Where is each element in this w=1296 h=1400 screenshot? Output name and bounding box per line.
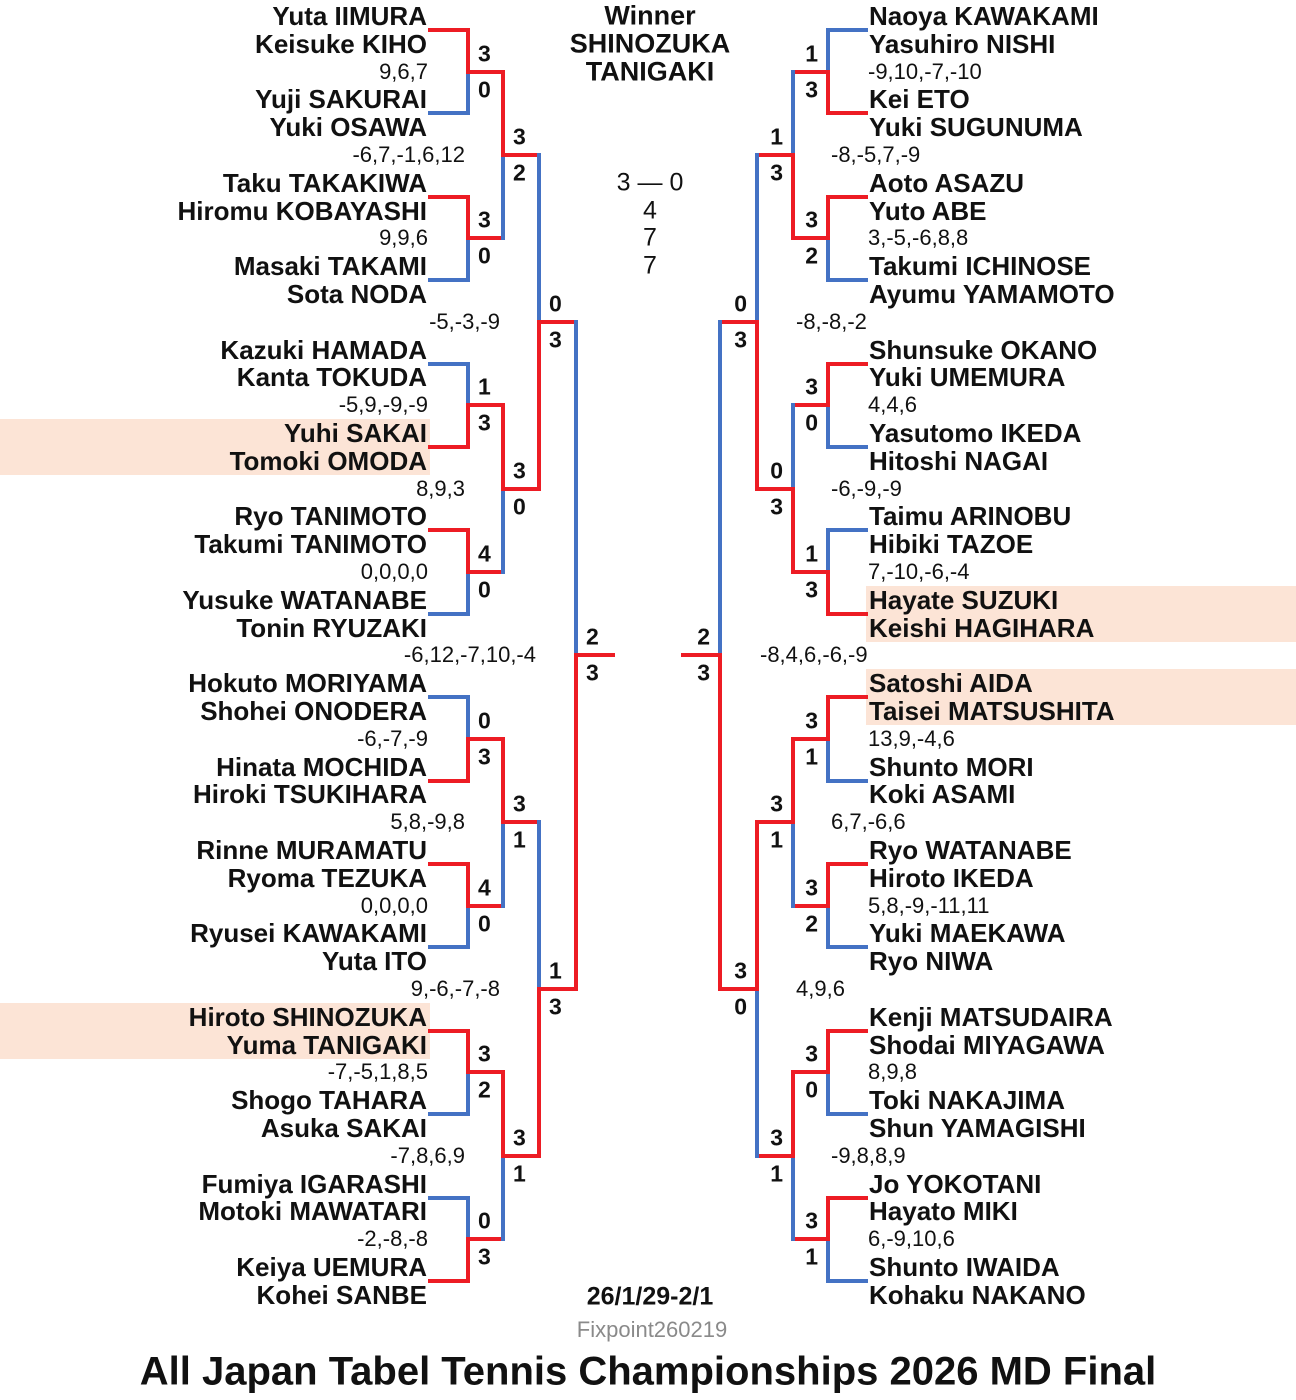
team-name: Tomoki OMODA xyxy=(229,445,427,476)
team-name: Yuki SUGUNUMA xyxy=(869,112,1083,143)
team-name: Tonin RYUZAKI xyxy=(236,612,427,643)
match-score: -6,12,-7,10,-4 xyxy=(403,642,536,668)
team-name: Sota NODA xyxy=(286,279,427,309)
bracket-line xyxy=(791,1154,795,1241)
set-count: 3 xyxy=(478,206,491,233)
bracket-line xyxy=(826,1196,868,1200)
team-name: Ayumu YAMAMOTO xyxy=(869,279,1115,309)
team-name: Yasuhiro NISHI xyxy=(869,28,1056,59)
team-name: Asuka SAKAI xyxy=(260,1113,427,1143)
team-name: Kazuki HAMADA xyxy=(220,334,427,365)
bracket-line xyxy=(791,153,795,240)
set-count: 0 xyxy=(478,707,491,734)
final-game-2: 7 xyxy=(643,223,657,252)
bracket-line xyxy=(428,28,470,32)
bracket-line xyxy=(501,70,505,157)
bracket-line xyxy=(501,820,541,824)
set-count: 2 xyxy=(478,1076,491,1103)
bracket-line xyxy=(826,28,868,32)
bracket-line xyxy=(466,403,470,449)
team-name: Ryoma TEZUKA xyxy=(227,862,427,893)
bracket-line xyxy=(791,737,830,741)
bracket-line xyxy=(826,70,830,116)
bracket-line xyxy=(826,195,868,199)
bracket-line xyxy=(718,320,722,658)
bracket-line xyxy=(466,570,470,616)
bracket-line xyxy=(428,1029,470,1033)
bracket-line xyxy=(574,320,578,658)
match-score: -9,8,8,9 xyxy=(831,1142,906,1168)
set-count: 3 xyxy=(513,457,526,484)
bracket-line xyxy=(466,403,505,407)
team-name: Yuki UMEMURA xyxy=(869,362,1066,393)
winner-label: Winner xyxy=(604,0,696,31)
bracket-line xyxy=(466,1196,470,1242)
bracket-line xyxy=(428,528,470,532)
match-score: -8,-8,-2 xyxy=(796,308,867,334)
credit-watermark: Fixpoint260219 xyxy=(576,1317,728,1342)
set-count: 2 xyxy=(697,623,710,650)
set-count: 1 xyxy=(805,743,818,770)
team-name: Kohei SANBE xyxy=(256,1279,427,1310)
team-name: Ryo TANIMOTO xyxy=(234,501,427,532)
team-name: Hinata MOCHIDA xyxy=(216,751,427,782)
bracket-line xyxy=(826,1112,868,1116)
set-count: 3 xyxy=(513,1124,526,1151)
bracket-line xyxy=(826,362,868,366)
bracket-line xyxy=(718,987,759,991)
bracket-line xyxy=(826,236,830,282)
bracket-line xyxy=(501,737,505,824)
team-name: Taku TAKAKIWA xyxy=(222,167,427,198)
page-title: All Japan Tabel Tennis Championships 2026 MD Final xyxy=(139,1349,1157,1394)
set-count: 3 xyxy=(770,790,783,817)
set-count: 1 xyxy=(805,1243,818,1270)
bracket-line xyxy=(681,653,722,657)
final-game-3: 7 xyxy=(643,251,657,280)
bracket-line xyxy=(428,779,470,783)
bracket-line xyxy=(501,153,505,240)
bracket-line xyxy=(466,695,470,741)
set-count: 3 xyxy=(805,1207,818,1234)
bracket-line xyxy=(466,737,470,783)
match-score: -9,10,-7,-10 xyxy=(868,58,982,84)
bracket-line xyxy=(826,1029,868,1033)
set-count: 1 xyxy=(770,123,783,150)
set-count: 0 xyxy=(805,409,818,436)
bracket-line xyxy=(826,1279,868,1283)
team-name: Hayato MIKI xyxy=(869,1196,1018,1227)
team-name: Yuki MAEKAWA xyxy=(869,918,1066,949)
set-count: 3 xyxy=(805,874,818,901)
bracket-line xyxy=(428,445,470,449)
team-name: Kanta TOKUDA xyxy=(236,362,427,393)
team-name: Satoshi AIDA xyxy=(869,668,1033,699)
bracket-line xyxy=(428,195,470,199)
set-count: 3 xyxy=(478,1243,491,1270)
set-count: 0 xyxy=(805,1076,818,1103)
match-score: 6,7,-6,6 xyxy=(831,809,906,835)
bracket-line xyxy=(466,737,505,741)
set-count: 0 xyxy=(513,493,526,520)
team-name: Fumiya IGARASHI xyxy=(201,1168,427,1199)
team-name: Hiroto SHINOZUKA xyxy=(188,1001,427,1032)
team-name: Hokuto MORIYAMA xyxy=(188,668,427,699)
match-score: 0,0,0,0 xyxy=(360,559,428,584)
bracket-line xyxy=(466,1237,470,1283)
bracket-line xyxy=(501,487,541,491)
bracket-line xyxy=(826,28,830,74)
bracket-line xyxy=(501,1154,505,1241)
bracket-line xyxy=(826,111,868,115)
team-name: Yuta ITO xyxy=(322,946,427,977)
match-score: 7,-10,-6,-4 xyxy=(868,559,970,584)
set-count: 0 xyxy=(770,457,783,484)
set-count: 1 xyxy=(513,826,526,853)
bracket-line xyxy=(501,1154,541,1158)
team-name: Yuki OSAWA xyxy=(269,112,427,143)
team-name: Keiya UEMURA xyxy=(236,1252,427,1282)
team-name: Shun YAMAGISHI xyxy=(869,1113,1086,1143)
set-count: 3 xyxy=(513,123,526,150)
set-count: 3 xyxy=(805,576,818,603)
bracket-line xyxy=(466,1029,470,1075)
bracket-line xyxy=(428,1196,470,1200)
set-count: 3 xyxy=(734,326,747,353)
set-count: 1 xyxy=(805,40,818,67)
winner-team-name-2: TANIGAKI xyxy=(585,56,715,87)
team-name: Koki ASAMI xyxy=(869,779,1016,810)
bracket-line xyxy=(466,70,505,74)
set-count: 4 xyxy=(478,540,491,567)
bracket-line xyxy=(428,111,470,115)
bracket-line xyxy=(755,1154,795,1158)
team-name: Ryo NIWA xyxy=(869,946,994,977)
bracket-line xyxy=(826,862,830,908)
set-count: 0 xyxy=(478,1207,491,1234)
bracket-line xyxy=(501,153,541,157)
match-score: -6,7,-1,6,12 xyxy=(352,142,465,167)
match-score: -7,-5,1,8,5 xyxy=(327,1059,428,1085)
team-name: Shunsuke OKANO xyxy=(869,334,1098,365)
bracket-line xyxy=(501,820,505,907)
bracket-line xyxy=(826,403,830,449)
team-name: Yusuke WATANABE xyxy=(182,584,427,615)
team-name: Shogo TAHARA xyxy=(231,1085,427,1116)
match-score: -8,-5,7,-9 xyxy=(831,142,921,167)
bracket-line xyxy=(537,987,541,1158)
team-name: Motoki MAWATARI xyxy=(198,1196,427,1227)
match-score: 4,4,6 xyxy=(868,392,917,418)
bracket-line xyxy=(791,70,795,157)
team-name: Taisei MATSUSHITA xyxy=(869,696,1115,726)
team-name: Hitoshi NAGAI xyxy=(869,445,1049,476)
match-score: 13,9,-4,6 xyxy=(868,725,955,751)
set-count: 3 xyxy=(478,1040,491,1067)
team-name: Yuma TANIGAKI xyxy=(226,1029,427,1060)
bracket-line xyxy=(428,1112,470,1116)
bracket-line xyxy=(826,737,830,783)
match-score: -2,-8,-8 xyxy=(357,1226,428,1252)
bracket-line xyxy=(466,904,505,908)
match-score: 9,-6,-7,-8 xyxy=(410,976,500,1001)
team-name: Shohei ONODERA xyxy=(200,696,427,726)
team-name: Taimu ARINOBU xyxy=(869,501,1072,532)
set-count: 1 xyxy=(805,540,818,567)
set-count: 0 xyxy=(478,76,491,103)
match-score: 5,8,-9,-11,11 xyxy=(868,892,990,918)
team-name: Hiroki TSUKIHARA xyxy=(192,779,427,810)
bracket-line xyxy=(537,987,578,991)
bracket-line xyxy=(574,653,578,991)
team-name: Naoya KAWAKAMI xyxy=(869,1,1099,31)
set-count: 0 xyxy=(734,290,747,317)
bracket-line xyxy=(466,904,470,950)
bracket-line xyxy=(466,570,505,574)
bracket-line xyxy=(791,1070,830,1074)
final-match-sets: 3 — 0 xyxy=(616,168,684,197)
set-count: 0 xyxy=(549,290,562,317)
bracket-line xyxy=(755,987,759,1158)
bracket-line xyxy=(826,862,868,866)
bracket-line xyxy=(826,362,830,408)
set-count: 1 xyxy=(549,957,562,984)
bracket-line xyxy=(428,862,470,866)
match-score: 0,0,0,0 xyxy=(360,892,428,918)
match-score: -8,4,6,-6,-9 xyxy=(760,642,868,668)
match-score: 4,9,6 xyxy=(796,976,845,1001)
team-name: Kohaku NAKANO xyxy=(869,1279,1086,1310)
bracket-line xyxy=(791,487,795,574)
bracket-line xyxy=(826,195,830,241)
team-name: Shunto IWAIDA xyxy=(869,1252,1060,1282)
set-count: 3 xyxy=(478,409,491,436)
match-score: 9,6,7 xyxy=(379,58,428,84)
bracket-line xyxy=(755,820,795,824)
set-count: 3 xyxy=(586,659,599,686)
team-name: Yuta IIMURA xyxy=(272,1,427,31)
bracket-line xyxy=(755,153,795,157)
team-name: Ryusei KAWAKAMI xyxy=(190,918,427,949)
match-score: 6,-9,10,6 xyxy=(868,1226,955,1252)
team-name: Jo YOKOTANI xyxy=(869,1168,1042,1199)
match-score: -7,8,6,9 xyxy=(390,1142,465,1168)
match-score: 3,-5,-6,8,8 xyxy=(868,225,969,251)
bracket-line xyxy=(826,528,830,574)
match-score: -5,-3,-9 xyxy=(429,308,500,334)
match-score: 9,9,6 xyxy=(379,225,428,251)
winner-team-name-1: SHINOZUKA xyxy=(569,28,731,59)
bracket-line xyxy=(466,1070,505,1074)
team-name: Yuto ABE xyxy=(869,195,987,226)
team-name: Hiroto IKEDA xyxy=(869,862,1034,893)
match-score: 8,9,3 xyxy=(416,475,465,501)
team-name: Hibiki TAZOE xyxy=(869,529,1034,560)
set-count: 0 xyxy=(478,242,491,269)
set-count: 3 xyxy=(549,326,562,353)
team-name: Rinne MURAMATU xyxy=(196,835,427,865)
set-count: 3 xyxy=(478,743,491,770)
set-count: 4 xyxy=(478,874,491,901)
set-count: 3 xyxy=(805,1040,818,1067)
bracket-line xyxy=(826,528,868,532)
bracket-line xyxy=(791,1070,795,1157)
set-count: 3 xyxy=(770,1124,783,1151)
set-count: 3 xyxy=(805,76,818,103)
set-count: 3 xyxy=(513,790,526,817)
team-name: Hiromu KOBAYASHI xyxy=(177,195,427,226)
team-name: Shodai MIYAGAWA xyxy=(869,1029,1105,1060)
team-name: Takumi TANIMOTO xyxy=(194,529,427,560)
team-name: Keishi HAGIHARA xyxy=(869,612,1095,643)
bracket-line xyxy=(791,236,830,240)
match-score: -5,9,-9,-9 xyxy=(338,392,428,418)
bracket-line xyxy=(791,403,795,490)
set-count: 3 xyxy=(697,659,710,686)
match-score: -6,-9,-9 xyxy=(831,475,902,501)
bracket-line xyxy=(791,1237,830,1241)
team-name: Toki NAKAJIMA xyxy=(869,1085,1065,1116)
set-count: 2 xyxy=(805,910,818,937)
bracket-line xyxy=(791,737,795,824)
bracket-line xyxy=(501,487,505,574)
bracket-line xyxy=(755,320,759,491)
set-count: 1 xyxy=(513,1160,526,1187)
team-name: Ryo WATANABE xyxy=(869,835,1072,865)
bracket-line xyxy=(537,320,578,324)
team-name: Hayate SUZUKI xyxy=(869,584,1059,615)
team-name: Keisuke KIHO xyxy=(255,28,427,59)
bracket-line xyxy=(466,236,505,240)
bracket-line xyxy=(791,820,795,907)
bracket-line xyxy=(428,278,470,282)
set-count: 2 xyxy=(805,242,818,269)
bracket-line xyxy=(755,820,759,991)
team-name: Yasutomo IKEDA xyxy=(869,418,1082,448)
set-count: 3 xyxy=(549,993,562,1020)
bracket-line xyxy=(826,945,868,949)
bracket-line xyxy=(537,320,541,491)
set-count: 3 xyxy=(734,957,747,984)
bracket-line xyxy=(466,362,470,408)
bracket-line xyxy=(791,403,830,407)
team-name: Yuji SAKURAI xyxy=(255,84,427,115)
bracket-line xyxy=(428,1279,470,1283)
team-name: Masaki TAKAMI xyxy=(233,251,427,282)
bracket-line xyxy=(826,695,868,699)
bracket-line xyxy=(428,945,470,949)
match-score: 5,8,-9,8 xyxy=(390,809,465,835)
set-count: 3 xyxy=(770,159,783,186)
team-name: Takumi ICHINOSE xyxy=(869,251,1092,282)
team-name: Aoto ASAZU xyxy=(869,167,1025,198)
set-count: 3 xyxy=(770,493,783,520)
bracket-line xyxy=(826,612,868,616)
team-name: Kei ETO xyxy=(869,84,970,115)
bracket-line xyxy=(428,362,470,366)
bracket-line xyxy=(466,862,470,908)
team-name: Shunto MORI xyxy=(869,751,1034,782)
bracket-line xyxy=(466,1070,470,1116)
bracket-line xyxy=(501,1070,505,1157)
bracket-line xyxy=(466,1237,505,1241)
event-date: 26/1/29-2/1 xyxy=(586,1282,714,1311)
set-count: 1 xyxy=(770,826,783,853)
team-name: Kenji MATSUDAIRA xyxy=(869,1001,1113,1032)
bracket-line xyxy=(826,779,868,783)
bracket-line xyxy=(826,1070,830,1116)
bracket-line xyxy=(826,1237,830,1283)
bracket-line xyxy=(826,278,868,282)
set-count: 3 xyxy=(805,707,818,734)
bracket-line xyxy=(826,445,868,449)
set-count: 0 xyxy=(734,993,747,1020)
bracket-line xyxy=(501,403,505,490)
bracket-line xyxy=(826,570,830,616)
set-count: 0 xyxy=(478,910,491,937)
bracket-line xyxy=(466,195,470,241)
final-game-1: 4 xyxy=(643,196,657,225)
set-count: 3 xyxy=(805,206,818,233)
set-count: 2 xyxy=(513,159,526,186)
bracket-line xyxy=(791,904,830,908)
bracket-line xyxy=(791,70,830,74)
bracket-line xyxy=(718,320,759,324)
bracket-line xyxy=(466,70,470,116)
bracket-line xyxy=(755,487,795,491)
match-score: -6,-7,-9 xyxy=(357,725,428,751)
bracket-line xyxy=(466,528,470,574)
bracket-line xyxy=(466,236,470,282)
bracket-line xyxy=(755,153,759,324)
match-score: 8,9,8 xyxy=(868,1059,917,1085)
bracket-line xyxy=(826,1196,830,1242)
bracket-line xyxy=(791,570,830,574)
bracket-line xyxy=(826,695,830,741)
set-count: 1 xyxy=(770,1160,783,1187)
bracket-line xyxy=(537,153,541,324)
bracket-line xyxy=(537,820,541,991)
set-count: 0 xyxy=(478,576,491,603)
set-count: 2 xyxy=(586,623,599,650)
bracket-line xyxy=(718,653,722,991)
set-count: 3 xyxy=(805,373,818,400)
set-count: 1 xyxy=(478,373,491,400)
team-name: Yuhi SAKAI xyxy=(283,418,427,448)
bracket-line xyxy=(826,1029,830,1075)
bracket-line xyxy=(574,653,615,657)
bracket-line xyxy=(466,28,470,74)
bracket-line xyxy=(428,695,470,699)
bracket-line xyxy=(428,612,470,616)
set-count: 3 xyxy=(478,40,491,67)
bracket-line xyxy=(826,904,830,950)
